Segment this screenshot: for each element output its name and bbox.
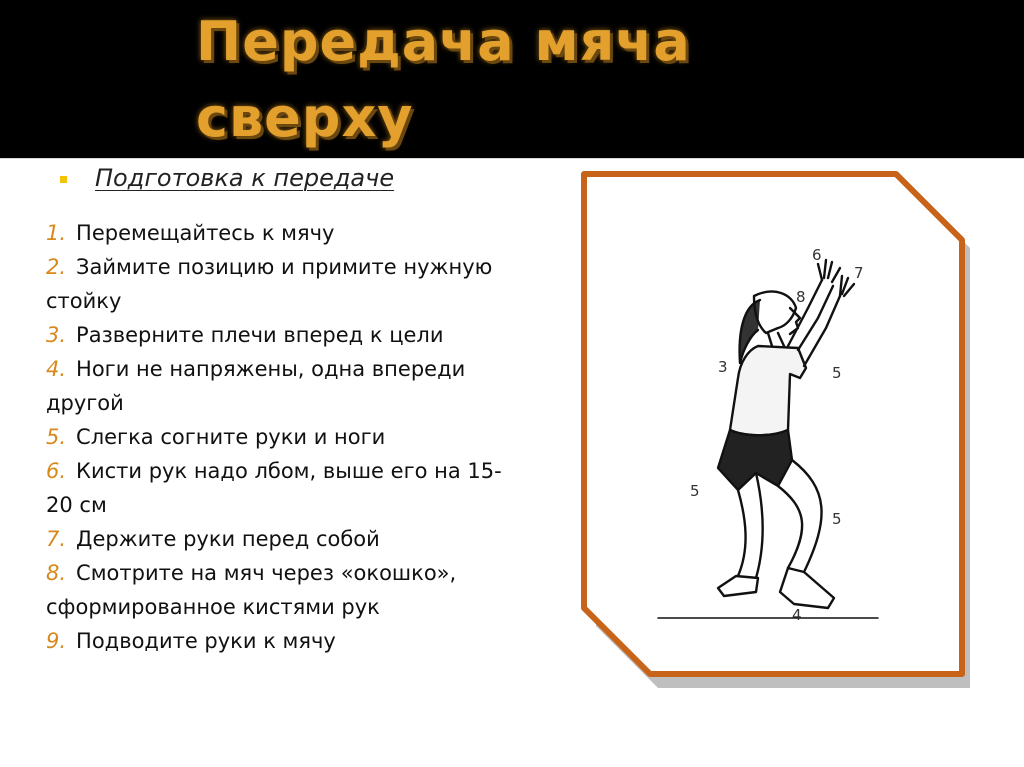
list-item	[46, 454, 526, 522]
subheading: Подготовка к передаче	[95, 164, 395, 192]
list-item	[46, 216, 526, 250]
step-text: Кисти рук надо лбом, выше его на 15-20 см	[46, 459, 502, 517]
step-number: 8.	[46, 561, 67, 585]
square-bullet-icon	[60, 176, 67, 183]
list-item	[46, 352, 526, 420]
step-number: 2.	[46, 255, 67, 279]
step-number: 7.	[46, 527, 67, 551]
step-text: Ноги не напряжены, одна впереди другой	[46, 357, 466, 415]
step-number: 6.	[46, 459, 67, 483]
volleyball-player-figure	[578, 168, 970, 688]
step-text: Разверните плечи вперед к цели	[76, 323, 444, 347]
step-number: 5.	[46, 425, 67, 449]
list-item	[46, 250, 526, 318]
step-text: Перемещайтесь к мячу	[76, 221, 335, 245]
title-banner	[0, 0, 1024, 158]
list-item	[46, 522, 526, 556]
step-text: Подводите руки к мячу	[76, 629, 336, 653]
title-line-1: Передача мяча	[196, 10, 691, 73]
step-text: Слегка согните руки и ноги	[76, 425, 386, 449]
step-number: 9.	[46, 629, 67, 653]
slide-title	[196, 4, 796, 156]
list-item	[46, 556, 526, 624]
list-item	[46, 420, 526, 454]
figure-label: 7	[854, 264, 864, 282]
figure-label: 5	[690, 482, 700, 500]
list-item	[46, 318, 526, 352]
subheading-row	[60, 158, 394, 198]
figure-label: 3	[718, 358, 728, 376]
figure-label: 5	[832, 510, 842, 528]
step-number: 1.	[46, 221, 67, 245]
figure-label: 8	[796, 288, 806, 306]
player-illustration-frame	[578, 168, 970, 688]
step-text: Смотрите на мяч через «окошко», сформированное кистями рук	[46, 561, 457, 619]
title-line-2: сверху	[196, 86, 414, 149]
step-text: Держите руки перед собой	[76, 527, 380, 551]
step-number: 4.	[46, 357, 67, 381]
list-item	[46, 624, 526, 658]
step-number: 3.	[46, 323, 67, 347]
figure-label: 6	[812, 246, 822, 264]
figure-label: 4	[792, 606, 802, 624]
step-text: Займите позицию и примите нужную стойку	[46, 255, 493, 313]
figure-label: 5	[832, 364, 842, 382]
steps-list	[46, 216, 526, 658]
